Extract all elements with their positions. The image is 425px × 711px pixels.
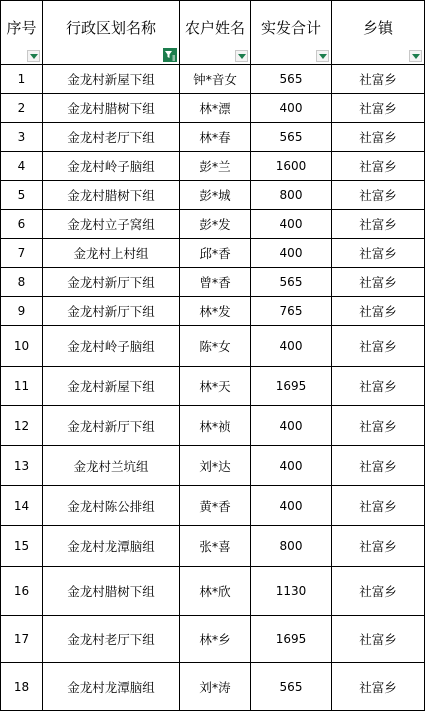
cell-farmer[interactable]: 林*祯 [180,406,251,446]
dropdown-arrow-icon[interactable] [27,50,40,62]
table-row [1,239,425,268]
cell-seq[interactable]: 15 [1,526,43,567]
cell-total[interactable]: 800 [251,526,332,567]
header-farmer [180,1,251,65]
table-row [1,65,425,94]
cell-farmer[interactable]: 林*发 [180,297,251,326]
cell-region[interactable]: 金龙村立子窝组 [43,210,180,239]
cell-town[interactable]: 社富乡 [332,526,425,567]
dropdown-arrow-icon[interactable] [409,50,422,62]
cell-total[interactable]: 1695 [251,367,332,406]
cell-seq[interactable]: 4 [1,152,43,181]
cell-total[interactable]: 1695 [251,616,332,663]
cell-total[interactable]: 1130 [251,567,332,616]
cell-region[interactable]: 金龙村老厅下组 [43,123,180,152]
table-row [1,367,425,406]
dropdown-arrow-icon[interactable] [235,50,248,62]
cell-region[interactable]: 金龙村腊树下组 [43,181,180,210]
cell-town[interactable]: 社富乡 [332,367,425,406]
cell-farmer[interactable]: 邱*香 [180,239,251,268]
cell-seq[interactable]: 10 [1,326,43,367]
cell-farmer[interactable]: 林*乡 [180,616,251,663]
table-row [1,616,425,663]
table-row [1,486,425,526]
header-total-label: 实发合计 [260,19,321,37]
cell-farmer[interactable]: 钟*音女 [180,65,251,94]
table-row [1,297,425,326]
header-total [251,1,332,65]
cell-seq[interactable]: 17 [1,616,43,663]
cell-total[interactable]: 565 [251,123,332,152]
cell-region[interactable]: 金龙村龙潭脑组 [43,526,180,567]
cell-total[interactable]: 400 [251,326,332,367]
cell-seq[interactable]: 3 [1,123,43,152]
cell-seq[interactable]: 5 [1,181,43,210]
cell-town[interactable]: 社富乡 [332,152,425,181]
cell-seq[interactable]: 18 [1,663,43,711]
table-row [1,123,425,152]
cell-farmer[interactable]: 陈*女 [180,326,251,367]
cell-total[interactable]: 565 [251,268,332,297]
cell-total[interactable]: 400 [251,486,332,526]
cell-region[interactable]: 金龙村新厅下组 [43,406,180,446]
cell-town[interactable]: 社富乡 [332,567,425,616]
cell-town[interactable]: 社富乡 [332,94,425,123]
table-row [1,210,425,239]
cell-region[interactable]: 金龙村新屋下组 [43,65,180,94]
table-row [1,663,425,711]
table-row [1,94,425,123]
cell-farmer[interactable]: 林*漂 [180,94,251,123]
cell-region[interactable]: 金龙村岭子脑组 [43,326,180,367]
cell-town[interactable]: 社富乡 [332,486,425,526]
cell-region[interactable]: 金龙村新厅下组 [43,268,180,297]
cell-town[interactable]: 社富乡 [332,239,425,268]
cell-farmer[interactable]: 彭*发 [180,210,251,239]
cell-region[interactable]: 金龙村腊树下组 [43,567,180,616]
cell-town[interactable]: 社富乡 [332,268,425,297]
cell-town[interactable]: 社富乡 [332,326,425,367]
cell-region[interactable]: 金龙村龙潭脑组 [43,663,180,711]
cell-region[interactable]: 金龙村新厅下组 [43,297,180,326]
cell-total[interactable]: 400 [251,239,332,268]
cell-total[interactable]: 565 [251,65,332,94]
cell-region[interactable]: 金龙村腊树下组 [43,94,180,123]
cell-farmer[interactable]: 林*欣 [180,567,251,616]
cell-seq[interactable]: 16 [1,567,43,616]
header-town [332,1,425,65]
cell-seq[interactable]: 13 [1,446,43,486]
cell-seq[interactable]: 12 [1,406,43,446]
cell-town[interactable]: 社富乡 [332,65,425,94]
table-body [1,65,425,711]
cell-farmer[interactable]: 刘*达 [180,446,251,486]
header-seq-label: 序号 [6,19,37,37]
cell-seq[interactable]: 2 [1,94,43,123]
cell-town[interactable]: 社富乡 [332,210,425,239]
table-row [1,268,425,297]
header-region-label: 行政区划名称 [65,19,156,37]
cell-region[interactable]: 金龙村新屋下组 [43,367,180,406]
cell-farmer[interactable]: 林*天 [180,367,251,406]
cell-total[interactable]: 400 [251,406,332,446]
cell-farmer[interactable]: 彭*兰 [180,152,251,181]
table-row [1,181,425,210]
cell-region[interactable]: 金龙村陈公排组 [43,486,180,526]
cell-total[interactable]: 800 [251,181,332,210]
cell-farmer[interactable]: 曾*香 [180,268,251,297]
cell-farmer[interactable]: 张*喜 [180,526,251,567]
cell-town[interactable]: 社富乡 [332,616,425,663]
cell-seq[interactable]: 1 [1,65,43,94]
table-row [1,446,425,486]
table-row [1,406,425,446]
cell-seq[interactable]: 9 [1,297,43,326]
cell-town[interactable]: 社富乡 [332,406,425,446]
table-row [1,152,425,181]
cell-total[interactable]: 765 [251,297,332,326]
cell-region[interactable]: 金龙村老厅下组 [43,616,180,663]
cell-town[interactable]: 社富乡 [332,123,425,152]
cell-town[interactable]: 社富乡 [332,446,425,486]
header-region [43,1,180,65]
cell-farmer[interactable]: 林*春 [180,123,251,152]
cell-seq[interactable]: 11 [1,367,43,406]
header-row [1,1,425,65]
cell-total[interactable]: 400 [251,210,332,239]
cell-town[interactable]: 社富乡 [332,663,425,711]
cell-region[interactable]: 金龙村兰坑组 [43,446,180,486]
dropdown-arrow-icon[interactable] [316,50,329,62]
cell-total[interactable]: 1600 [251,152,332,181]
cell-farmer[interactable]: 刘*涛 [180,663,251,711]
table-row [1,526,425,567]
header-farmer-label: 农户姓名 [184,19,245,37]
cell-seq[interactable]: 8 [1,268,43,297]
cell-seq[interactable]: 14 [1,486,43,526]
filter-funnel-icon[interactable] [163,48,177,62]
table-row [1,326,425,367]
cell-seq[interactable]: 6 [1,210,43,239]
cell-region[interactable]: 金龙村岭子脑组 [43,152,180,181]
header-seq [1,1,43,65]
cell-total[interactable]: 400 [251,446,332,486]
table-row [1,567,425,616]
cell-total[interactable]: 565 [251,663,332,711]
cell-town[interactable]: 社富乡 [332,181,425,210]
header-town-label: 乡镇 [362,19,393,37]
cell-total[interactable]: 400 [251,94,332,123]
cell-region[interactable]: 金龙村上村组 [43,239,180,268]
cell-town[interactable]: 社富乡 [332,297,425,326]
cell-farmer[interactable]: 彭*城 [180,181,251,210]
cell-farmer[interactable]: 黄*香 [180,486,251,526]
cell-seq[interactable]: 7 [1,239,43,268]
